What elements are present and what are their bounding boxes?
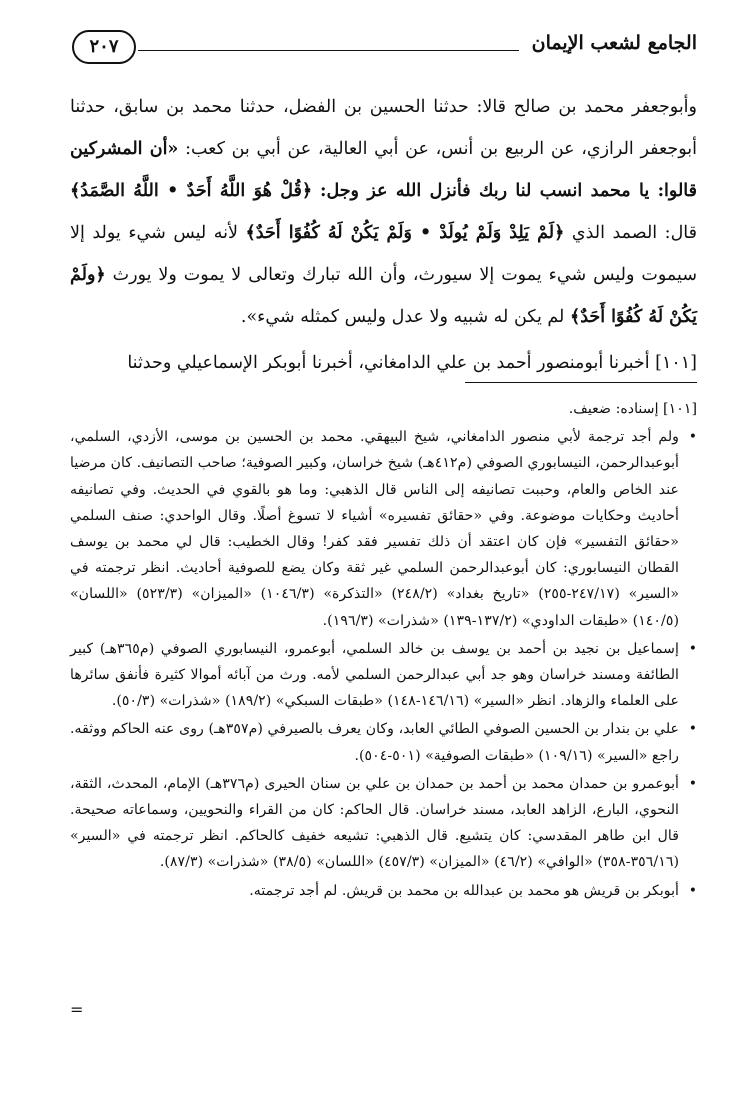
footnote-text: إسماعيل بن نجيد بن أحمد بن يوسف بن خالد السلمي، أبوعمرو، النيسابوري الصوفي (م٣٦٥هـ) كبير الطائفة ومسند خراسان وهو جد أبي عبدالرحمن السلمي لأمه. ورث من آبائه أموالا كثيرة فأنفق سائرها على العلماء والزهاد. انظر «السير» (١٤٦/١٦-١٤٨) «طبقات السبكي» (١٨٩/٢) «شذرات» (٥٠/٣). [70, 640, 679, 710]
quran-verse-2: ﴿لَمْ يَلِدْ وَلَمْ يُولَدْ • وَلَمْ يَكُنْ لَهُ كُفُوًا أَحَدٌ﴾ [245, 223, 565, 243]
footnote-item [70, 771, 697, 876]
isnad-text: وأبوجعفر محمد بن صالح قالا: حدثنا الحسين بن الفضل، حدثنا محمد بن سابق، حدثنا أبوجعفر الرازي، عن الربيع بن أنس، عن أبي العالية، عن أبي بن كعب: [70, 97, 697, 159]
footnote-list [70, 424, 697, 904]
bullet-icon: • [688, 775, 697, 792]
narration-text-2: لأنه ليس شيء يولد إلا سيموت وليس شيء يموت إلا سيورث، وأن الله تبارك وتعالى لا يموت ولا يورث [70, 223, 697, 285]
footnote-text: ولم أجد ترجمة لأبي منصور الدامغاني، شيخ البيهقي. محمد بن الحسين بن موسى، الأزدي، السلمي، أبوعبدالرحمن، النيسابوري الصوفي (م٤١٢هـ) شيخ خراسان، وكبير الصوفية؛ صاحب التصانيف. كان مرضيا عند الخاص والعام، وحببت تصانيفه إلى الناس قال الذهبي: وما هو بالقوي في الحديث. وفي تصانيفه أحاديث وحكايات موضوعة. وفي «حقائق تفسيره» أشياء لا تسوغ أصلًا. وقال الواحدي: صنف السلمي «حقائق التفسير» فإن كان اعتقد أن ذلك تفسير فقد كفر! وقال الخطيب: قال لي محمد بن يوسف القطان النيسابوري: كان أبوعبدالرحمن السلمي غير ثقة وكان يضع للصوفية أحاديث. انظر ترجمته في «السير» (٢٤٧/١٧-٢٥٥) «تاريخ بغداد» (٢٤٨/٢) «التذكرة» (١٠٤٦/٣) «الميزان» (٥٢٣/٣) «اللسان» (١٤٠/٥) «طبقات الداودي» (١٣٧/٢-١٣٩) «شذرات» (١٩٦/٣). [70, 429, 679, 629]
footnote-item [70, 878, 697, 904]
footnote-text: أبوعمرو بن حمدان محمد بن أحمد بن حمدان بن علي بن سنان الحيرى (م٣٧٦هـ) الإمام، المحدث، الثقة، النحوي، البارع، الزاهد العابد، مسند خراسان. قال الحاكم: كان من القراء والنحويين، وسماعاته صحيحة. قال ابن طاهر المقدسي: كان يتشيع. قال الذهبي: تشيعه خفيف كالحاكم. انظر ترجمته في «السير» (٣٥٦/١٦-٣٥٨) «الوافي» (٤٦/٢) «الميزان» (٤٥٧/٣) «اللسان» (٣٨/٥) «شذرات» (٨٧/٣). [70, 775, 679, 871]
quran-verse-3: ﴿ولَمْ يَكُنْ لَهُ كُفُوًا أَحَدٌ﴾ [70, 265, 697, 327]
footnote-item [70, 636, 697, 715]
footnote-text: أبوبكر بن قريش هو محمد بن عبدالله بن محمد بن قريش. لم أجد ترجمته. [249, 882, 679, 899]
bullet-icon: • [688, 640, 697, 657]
footnote-status: [١٠١] إسناده: ضعيف. [568, 401, 697, 417]
footnote-text: علي بن بندار بن الحسين الصوفي الطائي العابد، وكان يعرف بالصيرفي (م٣٥٧هـ) روى عنه الحاكم ووثقه. راجع «السير» (١٠٩/١٦) «طبقات الصوفية» (٥٠١-٥٠٤). [70, 721, 679, 764]
running-title: الجامع لشعب الإيمان [531, 32, 697, 54]
bullet-icon: • [688, 429, 697, 446]
continuation-mark: = [70, 1000, 84, 1019]
bullet-icon: • [688, 882, 697, 899]
footnotes [70, 396, 697, 906]
paragraph-2: [١٠١] أخبرنا أبومنصور أحمد بن علي الدامغاني، أخبرنا أبوبكر الإسماعيلي وحدثنا [127, 353, 697, 373]
bullet-icon: • [688, 721, 697, 738]
page-number: ٢٠٧ [72, 30, 136, 64]
quran-verse-1: ﴿قُلْ هُوَ اللَّهُ أَحَدٌ • اللَّهُ الصَّمَدُ﴾ [70, 181, 313, 201]
narration-quote: «أن المشركين قالوا: يا محمد انسب لنا ربك فأنزل الله عز وجل: [70, 139, 697, 201]
narration-text: قال: الصمد الذي [571, 223, 697, 243]
header-rule [138, 50, 519, 51]
footnote-item [70, 424, 697, 634]
page-header [72, 30, 697, 70]
footnote-item [70, 716, 697, 768]
main-text [70, 86, 697, 384]
narration-text-3: لم يكن له شبيه ولا عدل وليس كمثله شيء». [240, 307, 565, 327]
paragraph-1 [70, 86, 697, 338]
footnote-separator [465, 382, 697, 383]
